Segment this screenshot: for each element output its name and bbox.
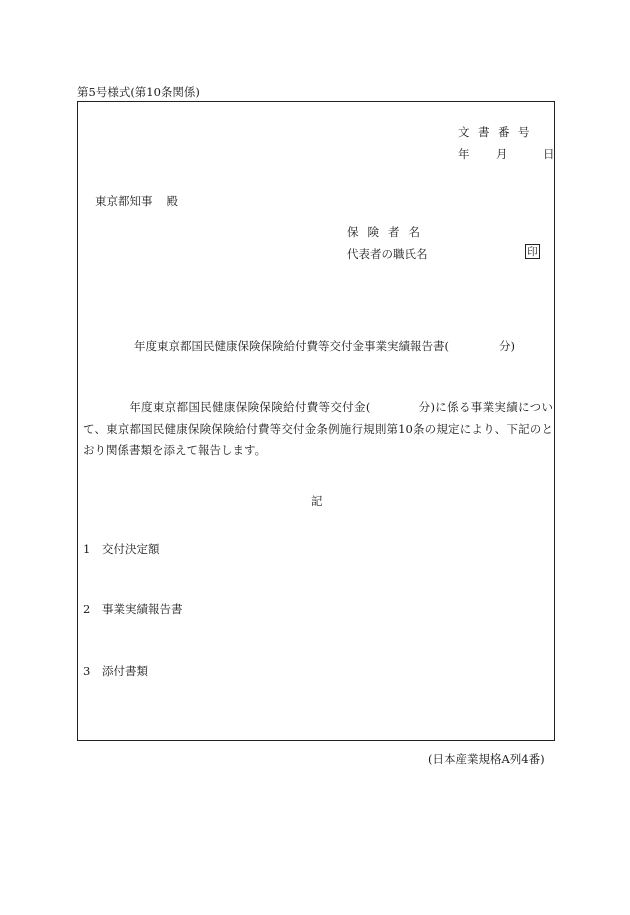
addressee-name: 東京都知事 [95, 194, 153, 208]
report-title [134, 338, 515, 354]
representative-label: 代表者の職氏名 [347, 247, 428, 261]
body-text-part1: 年度東京都国民健康保険保険給付費等交付金( [129, 400, 371, 414]
addressee-title: 殿 [166, 194, 178, 208]
list-item [83, 663, 148, 679]
item-label: 交付決定額 [102, 542, 160, 556]
report-title-suffix: 分) [498, 339, 515, 353]
item-number: 2 [83, 602, 91, 616]
date-line [458, 146, 555, 162]
insurer-name-label: 保険者名 [347, 225, 429, 239]
seal-mark: 印 [525, 244, 540, 259]
addressee [95, 193, 178, 209]
item-label: 添付書類 [102, 664, 148, 678]
paper-size-note: (日本産業規格A列4番) [428, 752, 545, 766]
body-text-part2: 分)に係る事業実績について、東京都国民健康保険保険給付費等交付金条例施行規則第10条の規定により、下記のとおり関係書類を添えて報告します。 [83, 400, 553, 457]
list-item [83, 541, 160, 557]
document-number-label: 文書番号 [458, 125, 538, 139]
ki-heading: 記 [311, 494, 323, 508]
item-number: 3 [83, 664, 91, 678]
date-year-label: 年 [458, 147, 470, 161]
date-month-label: 月 [496, 147, 508, 161]
report-title-prefix: 年度東京都国民健康保険保険給付費等交付金事業実績報告書( [134, 339, 449, 353]
item-label: 事業実績報告書 [102, 602, 183, 616]
item-number: 1 [83, 542, 91, 556]
body-paragraph [83, 397, 553, 462]
date-day-label: 日 [543, 147, 555, 161]
list-item [83, 601, 183, 617]
form-number: 第5号様式(第10条関係) [77, 85, 200, 99]
